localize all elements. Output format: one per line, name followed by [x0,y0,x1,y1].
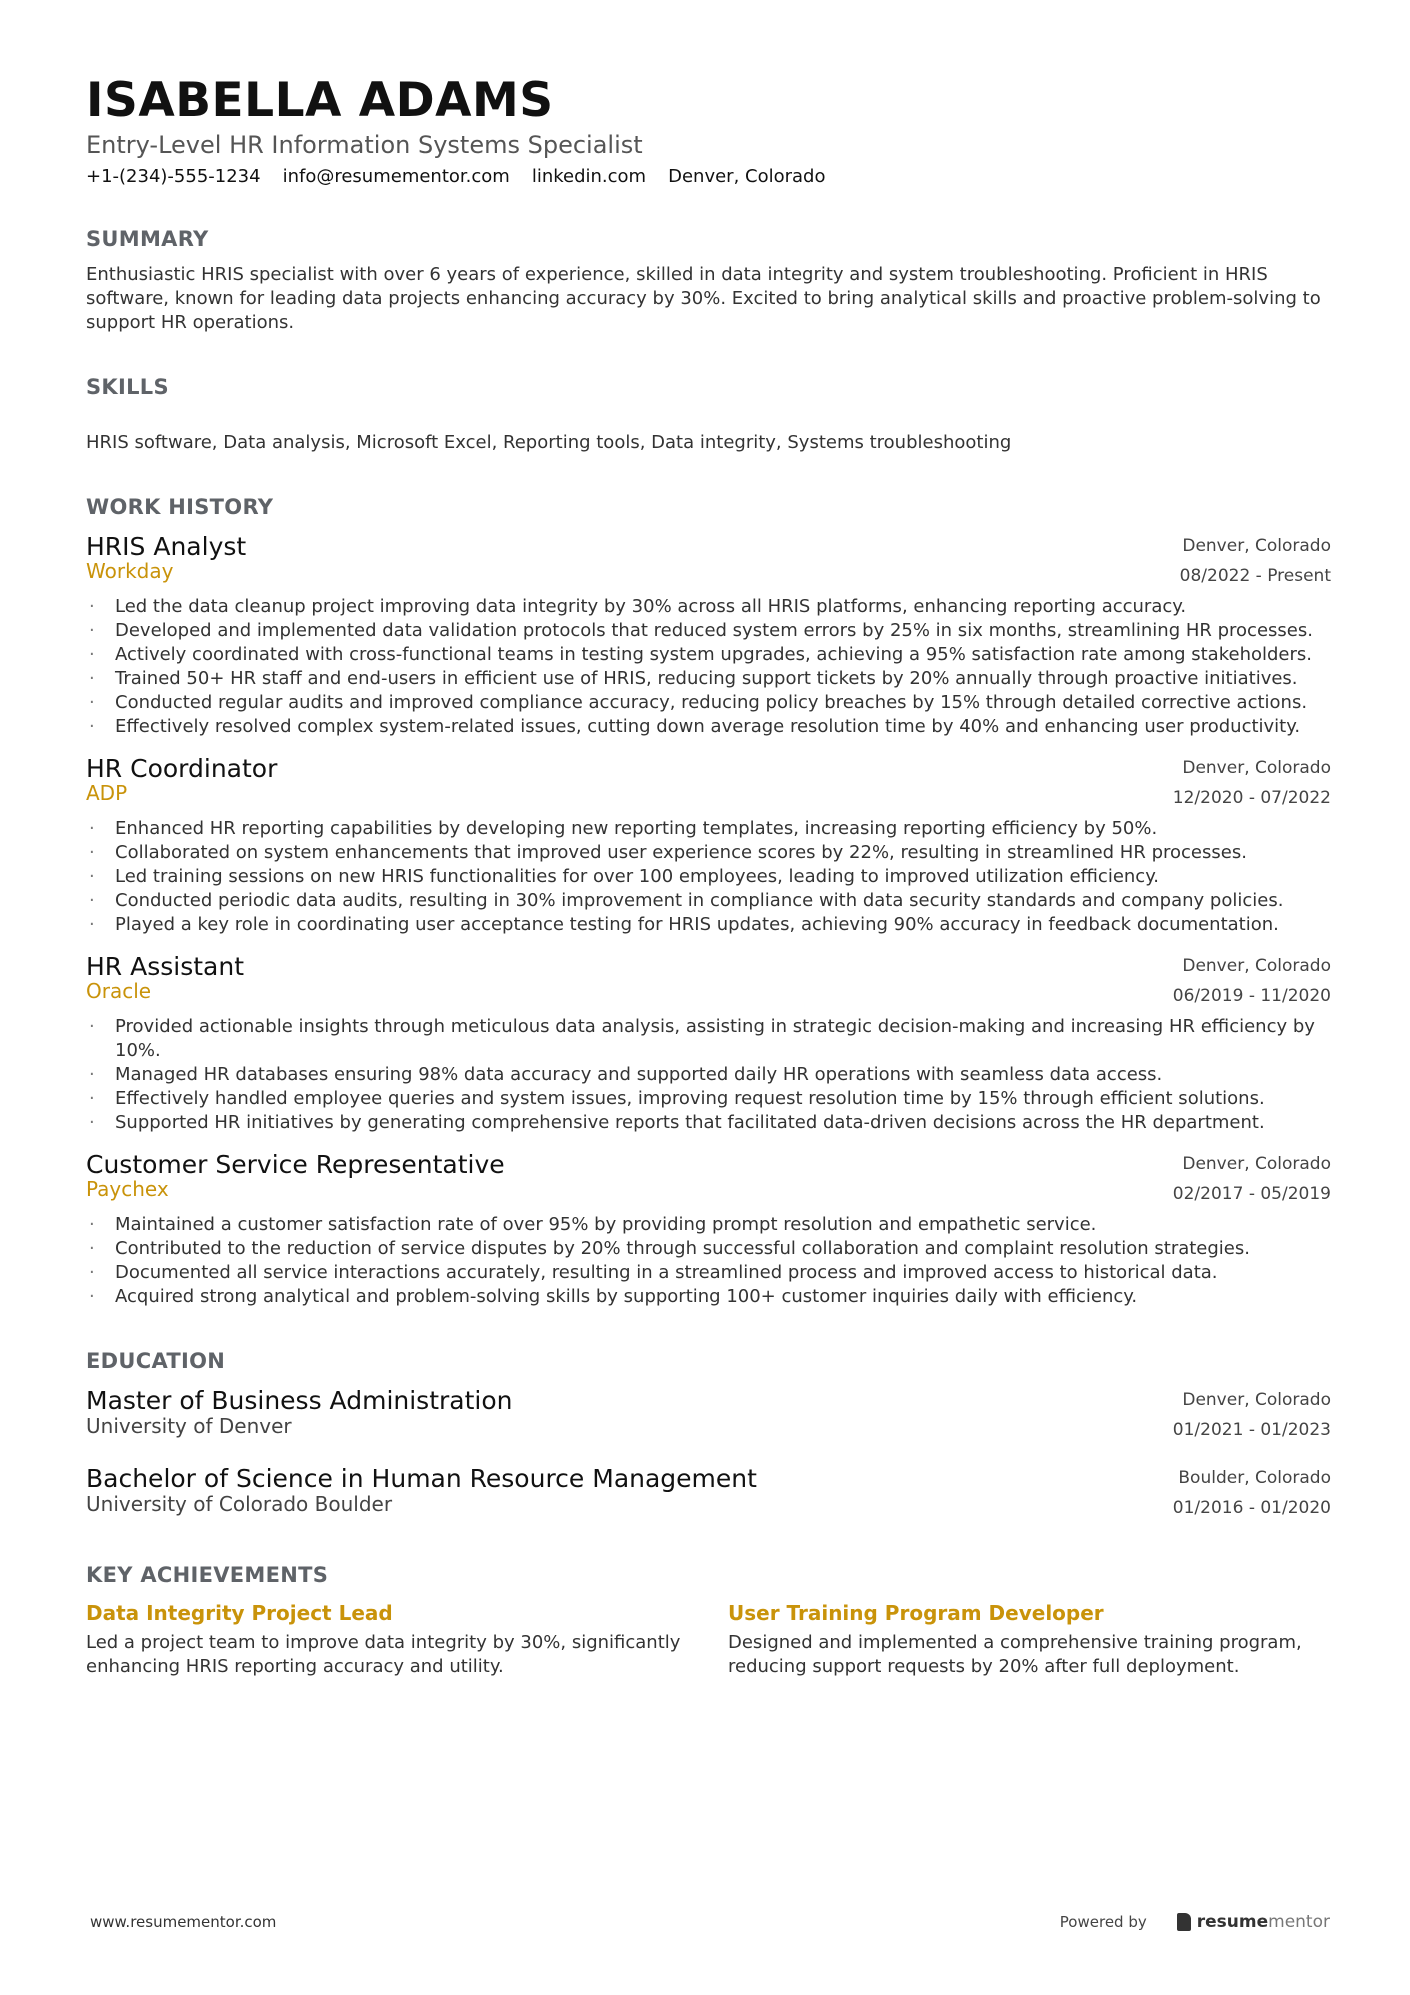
summary-title: SUMMARY [86,227,209,251]
education-degree: Master of Business Administration [86,1386,513,1415]
job-company: Oracle [86,979,152,1003]
job-location: Denver, Colorado [1182,956,1331,976]
skills-text: HRIS software, Data analysis, Microsoft Excel, Reporting tools, Data integrity, Systems troubleshooting [86,432,1012,453]
job-bullet: · Actively coordinated with cross-functional teams in testing system upgrades, achieving a 95% satisfaction rate among stakeholders. [86,643,1331,667]
job-bullet: · Developed and implemented data validation protocols that reduced system errors by 25% in six months, streamlining HR processes. [86,619,1331,643]
job-bullets [86,1015,1331,1135]
job-bullet: · Conducted regular audits and improved compliance accuracy, reducing policy breaches by 15% through detailed corrective actions. [86,691,1331,715]
education-entry [86,1463,1331,1523]
contact-email[interactable]: info@resumementor.com [282,166,510,187]
resume-page [86,74,1331,1679]
achievements-title: KEY ACHIEVEMENTS [86,1563,329,1587]
achievement-description: Designed and implemented a comprehensive training program, reducing support requests by 20% after full deployment. [728,1632,1302,1677]
job-bullet: · Supported HR initiatives by generating comprehensive reports that facilitated data-driven decisions across the HR department. [86,1111,1331,1135]
brand-name-light: mentor [1268,1912,1330,1932]
contact-location: Denver, Colorado [668,166,826,187]
job-title: Customer Service Representative [86,1150,505,1179]
summary-section [86,227,1331,335]
powered-by [1060,1912,1330,1932]
job-bullet: · Effectively handled employee queries and system issues, improving request resolution time by 15% through efficient solutions. [86,1087,1331,1111]
job-title: HR Coordinator [86,754,278,783]
job-bullet: · Led training sessions on new HRIS functionalities for over 100 employees, leading to improved utilization efficiency. [86,865,1331,889]
candidate-headline: Entry-Level HR Information Systems Specialist [86,131,643,159]
summary-text: Enthusiastic HRIS specialist with over 6 years of experience, skilled in data integrity and system troubleshooting. Proficient in HRIS software, known for leading data projects enhancing accuracy by 30%. Excited to bring analytical skills and proactive problem-solving to support HR operations. [86,264,1321,333]
job-bullet: · Provided actionable insights through meticulous data analysis, assisting in strategic decision-making and increasing HR efficiency by 10%. [86,1015,1331,1063]
education-dates: 01/2021 - 01/2023 [1172,1420,1331,1440]
achievement-title: User Training Program Developer [728,1601,1104,1625]
achievement-title: Data Integrity Project Lead [86,1601,393,1625]
job-bullet: · Documented all service interactions accurately, resulting in a streamlined process and improved access to historical data. [86,1261,1331,1285]
job-bullet: · Led the data cleanup project improving data integrity by 30% across all HRIS platforms, enhancing reporting accuracy. [86,595,1331,619]
job-dates: 02/2017 - 05/2019 [1172,1184,1331,1204]
candidate-name: ISABELLA ADAMS [86,73,554,128]
skills-title: SKILLS [86,375,169,399]
education-dates: 01/2016 - 01/2020 [1172,1498,1331,1518]
education-entry [86,1385,1331,1445]
education-location: Boulder, Colorado [1178,1468,1331,1488]
job-bullets [86,817,1331,937]
job-company: Paychex [86,1177,169,1201]
resume-header [86,74,1331,187]
job-bullet: · Effectively resolved complex system-related issues, cutting down average resolution time by 40% and enhancing user productivity. [86,715,1331,739]
job-bullet: · Contributed to the reduction of service disputes by 20% through successful collaboration and complaint resolution strategies. [86,1237,1331,1261]
job-entry [86,951,1331,1135]
achievement-item [728,1599,1330,1679]
achievement-description: Led a project team to improve data integrity by 30%, significantly enhancing HRIS reporting accuracy and utility. [86,1632,681,1677]
education-location: Denver, Colorado [1182,1390,1331,1410]
job-bullet: · Maintained a customer satisfaction rate of over 95% by providing prompt resolution and empathetic service. [86,1213,1331,1237]
work-history-section [86,495,1331,1309]
powered-by-label: Powered by [1059,1913,1147,1931]
job-company: ADP [86,781,128,805]
contact-row [86,166,1331,187]
work-history-title: WORK HISTORY [86,495,274,519]
job-bullets [86,1213,1331,1309]
job-location: Denver, Colorado [1182,536,1331,556]
job-dates: 08/2022 - Present [1179,566,1331,586]
job-bullet: · Managed HR databases ensuring 98% data accuracy and supported daily HR operations with seamless data access. [86,1063,1331,1087]
job-entry [86,1149,1331,1309]
footer-website[interactable]: www.resumementor.com [90,1913,277,1931]
job-location: Denver, Colorado [1182,1154,1331,1174]
achievements-section [86,1563,1331,1679]
brand-logo[interactable] [1177,1912,1330,1932]
job-company: Workday [86,559,174,583]
job-title: HR Assistant [86,952,245,981]
job-entry [86,531,1331,739]
brand-mark-icon [1177,1913,1191,1931]
contact-phone: +1-(234)-555-1234 [86,166,261,187]
education-degree: Bachelor of Science in Human Resource Management [86,1464,757,1493]
brand-name-bold: resume [1196,1912,1269,1932]
job-location: Denver, Colorado [1182,758,1331,778]
job-bullet: · Collaborated on system enhancements that improved user experience scores by 22%, resulting in streamlined HR processes. [86,841,1331,865]
job-bullet: · Played a key role in coordinating user acceptance testing for HRIS updates, achieving 90% accuracy in feedback documentation. [86,913,1331,937]
job-bullets [86,595,1331,739]
education-section [86,1349,1331,1523]
job-entry [86,753,1331,937]
job-bullet: · Enhanced HR reporting capabilities by developing new reporting templates, increasing reporting efficiency by 50%. [86,817,1331,841]
education-school: University of Denver [86,1414,292,1438]
job-bullet: · Acquired strong analytical and problem-solving skills by supporting 100+ customer inquiries daily with efficiency. [86,1285,1331,1309]
education-title: EDUCATION [86,1349,226,1373]
page-footer [90,1912,1330,1932]
job-dates: 12/2020 - 07/2022 [1172,788,1331,808]
education-school: University of Colorado Boulder [86,1492,393,1516]
job-title: HRIS Analyst [86,532,247,561]
job-bullet: · Conducted periodic data audits, resulting in 30% improvement in compliance with data security standards and company policies. [86,889,1331,913]
job-bullet: · Trained 50+ HR staff and end-users in efficient use of HRIS, reducing support tickets by 20% annually through proactive initiatives. [86,667,1331,691]
achievement-item [86,1599,688,1679]
skills-section [86,375,1331,455]
job-dates: 06/2019 - 11/2020 [1172,986,1331,1006]
contact-linkedin[interactable]: linkedin.com [531,166,647,187]
